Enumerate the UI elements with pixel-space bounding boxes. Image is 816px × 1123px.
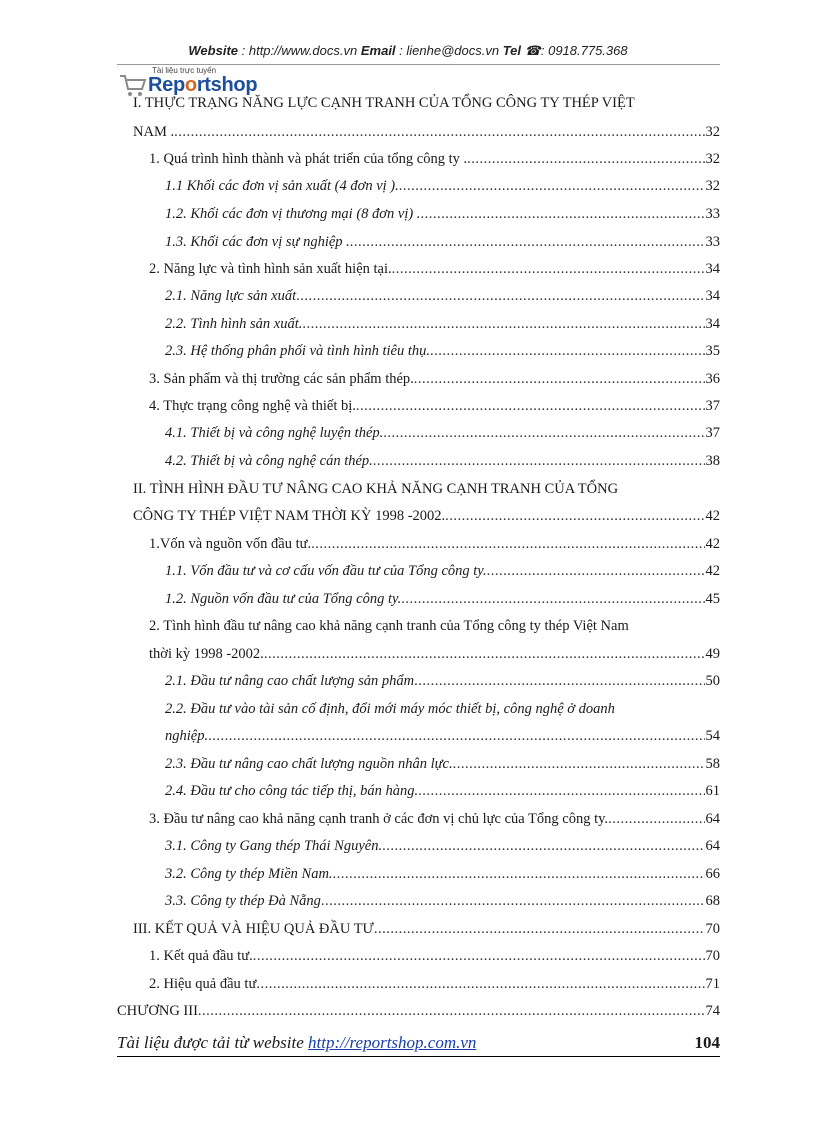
toc-item: 1.1 Khối các đơn vị sản xuất (4 đơn vị ). ..... 32 — [165, 178, 720, 200]
toc-item: 2.1. Đầu tư nâng cao chất lượng sản phẩm ..... 50 — [165, 673, 720, 695]
page-footer — [117, 1033, 720, 1055]
toc-item: 3. Đầu tư nâng cao khả năng cạnh tranh ở các đơn vị chủ lực của Tổng công ty. ..... 64 — [149, 811, 720, 833]
logo-brand: Reportshop — [148, 74, 258, 96]
toc-item: 1.2. Khối các đơn vị thương mại (8 đơn vị) . ..... 33 — [165, 206, 720, 228]
email-label: Email — [360, 43, 396, 58]
toc-item: thời kỳ 1998 -2002. ..... 49 — [149, 646, 720, 668]
toc-item: 1.3. Khối các đơn vị sự nghiệp . ..... 33 — [165, 234, 720, 256]
toc-item: 2.3. Đầu tư nâng cao chất lượng nguồn nhân lực. ..... 58 — [165, 756, 720, 778]
toc-item: 2. Năng lực và tình hình sản xuất hiện tại. ..... 34 — [149, 261, 720, 283]
toc-section-1-line1: I. THỰC TRẠNG NĂNG LỰC CẠNH TRANH CỦA TỔNG CÔNG TY THÉP VIỆT — [133, 95, 635, 111]
toc-item: 3.1. Công ty Gang thép Thái Nguyên. ..... 64 — [165, 838, 720, 860]
toc-item: nghiệp. ..... 54 — [165, 728, 720, 750]
logo-tagline: Tài liệu trực tuyến — [152, 66, 217, 75]
toc-item: 1.1. Vốn đầu tư và cơ cấu vốn đầu tư của Tổng công ty. ..... 42 — [165, 563, 720, 585]
toc-item-line1: 2. Tình hình đầu tư nâng cao khả năng cạnh tranh của Tổng công ty thép Việt Nam — [149, 618, 629, 634]
toc-item-line1: 2.2. Đầu tư vào tài sản cố định, đổi mới máy móc thiết bị, công nghệ ở doanh — [165, 701, 615, 717]
footer-text: Tài liệu được tải từ website http://reportshop.com.vn — [117, 1033, 477, 1052]
footer-rule — [117, 1056, 720, 1057]
toc-item: 3.2. Công ty thép Miền Nam. ..... 66 — [165, 866, 720, 888]
toc-item: 1. Kết quả đầu tư. ..... 70 — [149, 948, 720, 970]
toc-item: 2. Hiệu quả đầu tư ..... 71 — [149, 976, 720, 998]
footer-link[interactable]: http://reportshop.com.vn — [308, 1033, 477, 1052]
toc-section-2: CÔNG TY THÉP VIỆT NAM THỜI KỲ 1998 -2002. ..... 42 — [133, 508, 720, 530]
page-number: 104 — [694, 1033, 720, 1052]
phone-icon: ☎ — [524, 43, 541, 58]
tel-label: Tel — [502, 43, 522, 58]
toc-section-3: III. KẾT QUẢ VÀ HIỆU QUẢ ĐẦU TƯ ..... 70 — [133, 921, 720, 943]
toc-item: 4.2. Thiết bị và công nghệ cán thép. ..... 38 — [165, 453, 720, 475]
toc-section-2-line1: II. TÌNH HÌNH ĐẦU TƯ NÂNG CAO KHẢ NĂNG CẠNH TRANH CỦA TỔNG — [133, 481, 619, 497]
toc-item: 1.Vốn và nguồn vốn đầu tư. ..... 42 — [149, 536, 720, 558]
toc-section-1: NAM . ..... 32 — [133, 124, 720, 146]
toc-chapter-3: CHƯƠNG III ..... 74 — [117, 1003, 720, 1025]
email-value: : lienhe@docs.vn — [399, 43, 500, 58]
website-label: Website — [188, 43, 238, 58]
toc-item: 3.3. Công ty thép Đà Nẵng ..... 68 — [165, 893, 720, 915]
toc-item: 4.1. Thiết bị và công nghệ luyện thép. ..... 37 — [165, 425, 720, 447]
toc-item: 1. Quá trình hình thành và phát triển của tổng công ty . ..... 32 — [149, 151, 720, 173]
toc-item: 2.4. Đầu tư cho công tác tiếp thị, bán hàng. ..... 61 — [165, 783, 720, 805]
toc-item: 2.3. Hệ thống phân phối và tình hình tiêu thụ. ..... 35 — [165, 343, 720, 365]
toc-item: 4. Thực trạng công nghệ và thiết bị. ..... 37 — [149, 398, 720, 420]
toc-item: 2.2. Tình hình sản xuất. ..... 34 — [165, 316, 720, 338]
tel-value: : 0918.775.368 — [540, 43, 628, 58]
toc-item: 2.1. Năng lực sản xuất ..... 34 — [165, 288, 720, 310]
toc-item: 1.2. Nguồn vốn đầu tư của Tổng công ty. ..... 45 — [165, 591, 720, 613]
website-value: : http://www.docs.vn — [241, 43, 358, 58]
toc-item: 3. Sản phẩm và thị trường các sản phẩm thép. ..... 36 — [149, 371, 720, 393]
